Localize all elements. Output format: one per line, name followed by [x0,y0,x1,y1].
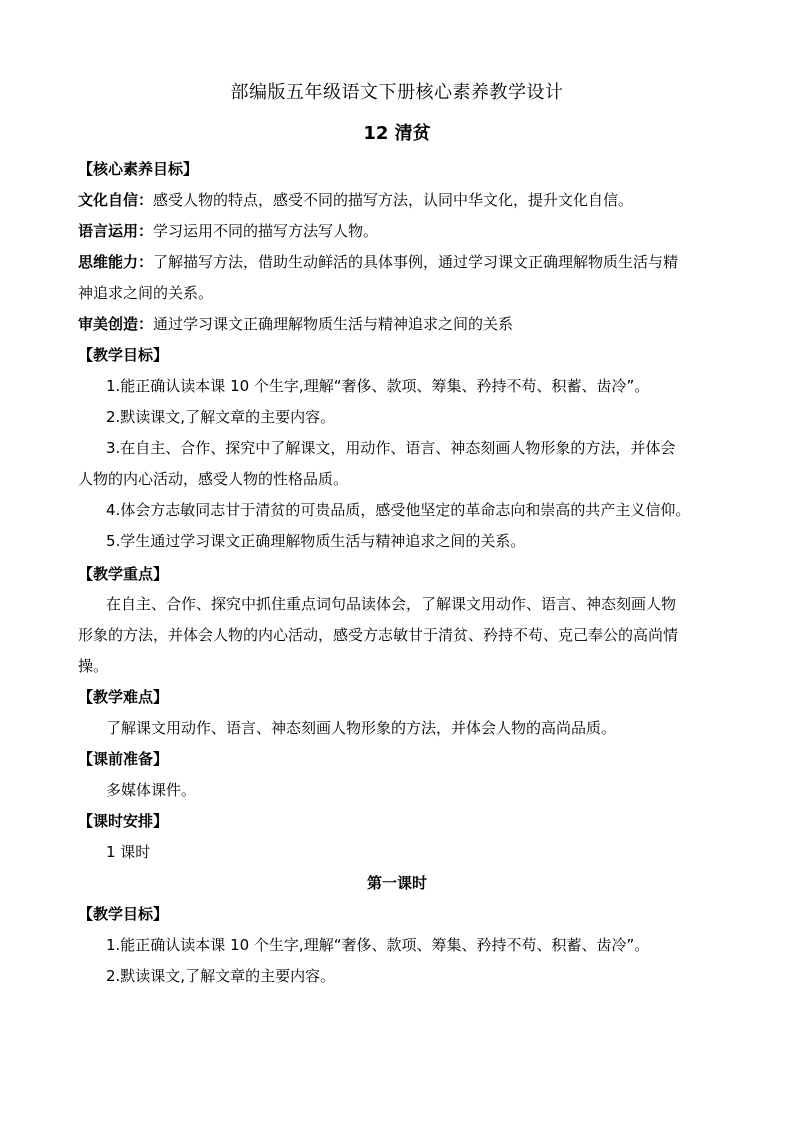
goal-item-1: 1.能正确认读本课 10 个生字,理解“奢侈、款项、筹集、矜持不苟、积蓄、齿冷”。 [106,377,650,395]
core-language [78,220,738,242]
core-aesthetic-label: 审美创造： [78,315,154,333]
key-points-line-1: 在自主、合作、探究中抓住重点词句品读体会，了解课文用动作、语言、神态刻画人物 [106,595,677,613]
goal-item-3: 3.在自主、合作、探究中了解课文，用动作、语言、神态刻画人物形象的方法，并体会 [106,439,676,457]
preparation-text: 多媒体课件。 [106,781,197,799]
core-thinking-text-1: 了解描写方法，借助生动鲜活的具体事例，通过学习课文正确理解物质生活与精 [153,253,679,271]
document-title: 部编版五年级语文下册核心素养教学设计 [230,82,564,103]
goal-item-5: 5.学生通过学习课文正确理解物质生活与精神追求之间的关系。 [106,532,526,550]
key-points-line-3: 操。 [78,657,109,675]
lesson-title: 12 清贫 [363,123,431,144]
period-goal-item-1: 1.能正确认读本课 10 个生字,理解“奢侈、款项、筹集、矜持不苟、积蓄、齿冷”。 [106,936,650,954]
heading-schedule: 【课时安排】 [78,812,169,830]
core-culture-label: 文化自信： [78,191,154,209]
heading-difficulties: 【教学难点】 [78,688,169,706]
key-points-line-2: 形象的方法，并体会人物的内心活动，感受方志敏甘于清贫、矜持不苟、克己奉公的高尚情 [78,626,679,644]
heading-key-points: 【教学重点】 [78,565,169,583]
period-title: 第一课时 [366,874,427,892]
goal-item-2: 2.默读课文,了解文章的主要内容。 [106,408,336,426]
heading-core-literacy: 【核心素养目标】 [78,160,199,178]
core-thinking-label: 思维能力： [78,253,154,271]
core-language-label: 语言运用： [78,222,154,240]
heading-period-goals: 【教学目标】 [78,905,169,923]
heading-preparation: 【课前准备】 [78,750,169,768]
core-aesthetic [78,313,738,335]
period-goal-item-2: 2.默读课文,了解文章的主要内容。 [106,967,336,985]
difficulties-text: 了解课文用动作、语言、神态刻画人物形象的方法，并体会人物的高尚品质。 [106,719,617,737]
core-thinking [78,251,738,273]
schedule-text: 1 课时 [106,843,151,861]
goal-item-4: 4.体会方志敏同志甘于清贫的可贵品质，感受他坚定的革命志向和崇高的共产主义信仰。 [106,501,691,519]
goal-item-3-cont: 人物的内心活动，感受人物的性格品质。 [78,470,349,488]
core-language-text: 学习运用不同的描写方法写人物。 [153,222,379,240]
core-aesthetic-text: 通过学习课文正确理解物质生活与精神追求之间的关系 [153,315,514,333]
core-culture [78,189,738,211]
core-thinking-text-2: 神追求之间的关系。 [78,284,214,302]
heading-teaching-goals: 【教学目标】 [78,346,169,364]
core-culture-text: 感受人物的特点，感受不同的描写方法，认同中华文化，提升文化自信。 [153,191,634,209]
